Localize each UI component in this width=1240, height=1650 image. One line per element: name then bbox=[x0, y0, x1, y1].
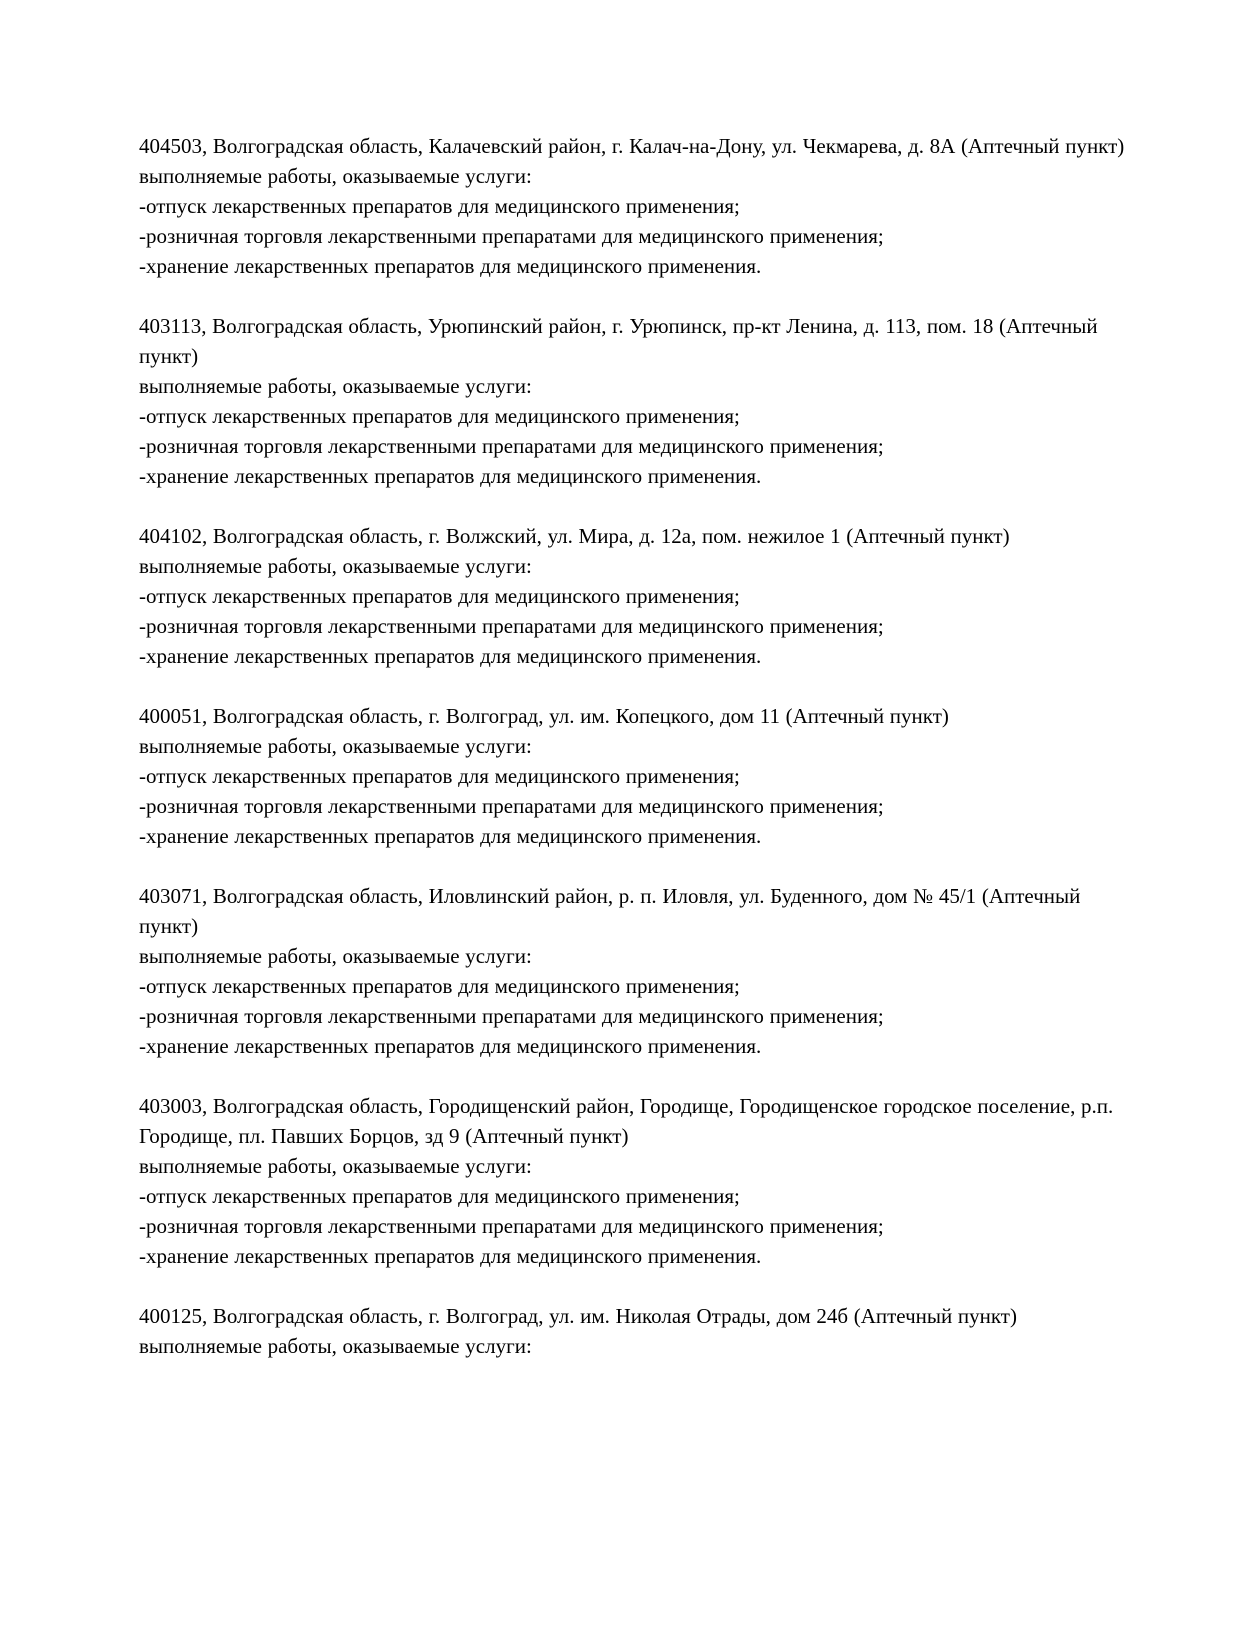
entry-service-item: -хранение лекарственных препаратов для медицинского применения. bbox=[139, 1244, 762, 1268]
entry-service-item: -отпуск лекарственных препаратов для медицинского применения; bbox=[139, 764, 740, 788]
entry-service-item: -розничная торговля лекарственными препаратами для медицинского применения; bbox=[139, 614, 884, 638]
entry-address: 404102, Волгоградская область, г. Волжский, ул. Мира, д. 12а, пом. нежилое 1 (Аптечный пункт) bbox=[139, 524, 1010, 548]
entry-service-item: -хранение лекарственных препаратов для медицинского применения. bbox=[139, 644, 762, 668]
pharmacy-entry bbox=[139, 1091, 1131, 1271]
entry-works-header: выполняемые работы, оказываемые услуги: bbox=[139, 1334, 532, 1358]
entry-service-item: -хранение лекарственных препаратов для медицинского применения. bbox=[139, 1034, 762, 1058]
entry-service-item: -хранение лекарственных препаратов для медицинского применения. bbox=[139, 464, 762, 488]
pharmacy-entry bbox=[139, 701, 1131, 851]
entry-address: 403071, Волгоградская область, Иловлинский район, р. п. Иловля, ул. Буденного, дом № 45/1 (Аптечный пункт) bbox=[139, 884, 1081, 938]
entry-works-header: выполняемые работы, оказываемые услуги: bbox=[139, 374, 532, 398]
entry-service-item: -розничная торговля лекарственными препаратами для медицинского применения; bbox=[139, 1214, 884, 1238]
entry-service-item: -хранение лекарственных препаратов для медицинского применения. bbox=[139, 254, 762, 278]
entry-address: 400125, Волгоградская область, г. Волгоград, ул. им. Николая Отрады, дом 24б (Аптечный пункт) bbox=[139, 1304, 1017, 1328]
entry-service-item: -отпуск лекарственных препаратов для медицинского применения; bbox=[139, 404, 740, 428]
entry-works-header: выполняемые работы, оказываемые услуги: bbox=[139, 734, 532, 758]
entry-service-item: -отпуск лекарственных препаратов для медицинского применения; bbox=[139, 974, 740, 998]
entry-service-item: -розничная торговля лекарственными препаратами для медицинского применения; bbox=[139, 794, 884, 818]
entry-service-item: -розничная торговля лекарственными препаратами для медицинского применения; bbox=[139, 224, 884, 248]
entry-address: 404503, Волгоградская область, Калачевский район, г. Калач-на-Дону, ул. Чекмарева, д. 8А (Аптечный пункт) bbox=[139, 134, 1125, 158]
pharmacy-entry bbox=[139, 311, 1131, 491]
pharmacy-entry bbox=[139, 521, 1131, 671]
entry-service-item: -отпуск лекарственных препаратов для медицинского применения; bbox=[139, 584, 740, 608]
entry-service-item: -розничная торговля лекарственными препаратами для медицинского применения; bbox=[139, 1004, 884, 1028]
entry-service-item: -розничная торговля лекарственными препаратами для медицинского применения; bbox=[139, 434, 884, 458]
pharmacy-entry bbox=[139, 131, 1131, 281]
entry-address: 400051, Волгоградская область, г. Волгоград, ул. им. Копецкого, дом 11 (Аптечный пункт) bbox=[139, 704, 949, 728]
pharmacy-entry bbox=[139, 881, 1131, 1061]
entry-works-header: выполняемые работы, оказываемые услуги: bbox=[139, 554, 532, 578]
entry-works-header: выполняемые работы, оказываемые услуги: bbox=[139, 164, 532, 188]
pharmacy-entry bbox=[139, 1301, 1131, 1361]
entry-service-item: -отпуск лекарственных препаратов для медицинского применения; bbox=[139, 1184, 740, 1208]
entry-works-header: выполняемые работы, оказываемые услуги: bbox=[139, 1154, 532, 1178]
entry-address: 403003, Волгоградская область, Городищенский район, Городище, Городищенское городское поселение, р.п. Городище, пл. Павших Борцов, зд 9 (Аптечный пункт) bbox=[139, 1094, 1114, 1148]
entry-address: 403113, Волгоградская область, Урюпинский район, г. Урюпинск, пр-кт Ленина, д. 113, пом. 18 (Аптечный пункт) bbox=[139, 314, 1098, 368]
entry-service-item: -отпуск лекарственных препаратов для медицинского применения; bbox=[139, 194, 740, 218]
entry-works-header: выполняемые работы, оказываемые услуги: bbox=[139, 944, 532, 968]
license-entries-list bbox=[139, 131, 1131, 1391]
entry-service-item: -хранение лекарственных препаратов для медицинского применения. bbox=[139, 824, 762, 848]
